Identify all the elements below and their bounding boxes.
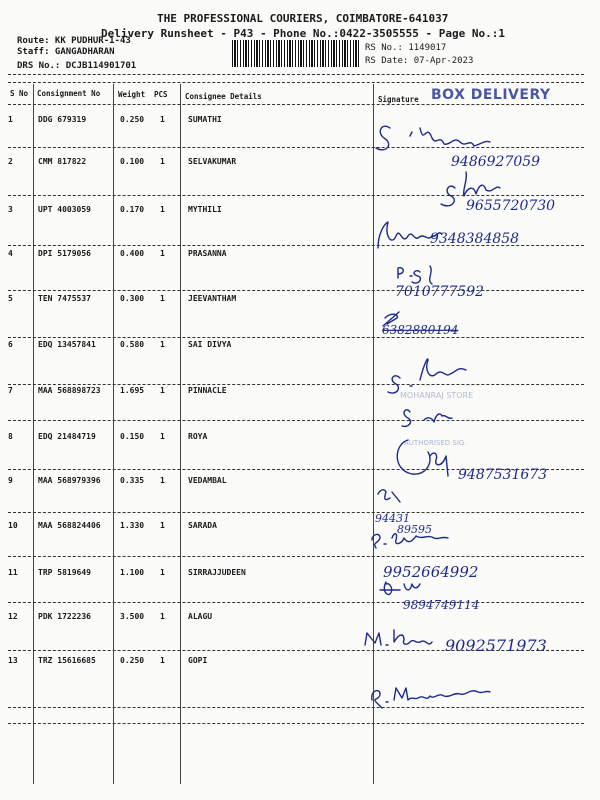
phone-row-2: 9655720730 <box>466 198 556 214</box>
col-weight: Weight <box>118 90 146 99</box>
row-sno: 10 <box>8 521 18 530</box>
row-weight: 0.400 <box>120 249 145 258</box>
row-consignee: SELVAKUMAR <box>188 157 237 166</box>
col-signature: Signature <box>378 95 419 104</box>
row-consignment-no: MAA 568898723 <box>38 386 101 395</box>
phone-row-4: 7010777592 <box>395 284 485 300</box>
row-sno: 1 <box>8 115 13 124</box>
phone-row-3: 9348384858 <box>430 231 520 247</box>
row-sno: 7 <box>8 386 13 395</box>
row-sno: 9 <box>8 476 13 485</box>
row-consignee: JEEVANTHAM <box>188 294 237 303</box>
row-consignee: SAI DIVYA <box>188 340 232 349</box>
phone-row-12: 9092571973 <box>445 636 547 655</box>
rs-date: RS Date: 07-Apr-2023 <box>365 56 474 66</box>
row-pcs: 1 <box>160 656 165 665</box>
row-weight: 0.170 <box>120 205 145 214</box>
row-sno: 5 <box>8 294 13 303</box>
row-consignment-no: DDG 679319 <box>38 115 87 124</box>
staff-label: Staff: GANGADHARAN <box>17 47 115 57</box>
row-sno: 4 <box>8 249 13 258</box>
rs-number: RS No.: 1149017 <box>365 43 447 53</box>
row-pcs: 1 <box>160 386 165 395</box>
row-consignment-no: TRZ 15616685 <box>38 656 96 665</box>
row-consignment-no: EDQ 21484719 <box>38 432 96 441</box>
row-weight: 0.250 <box>120 115 145 124</box>
row-consignment-no: TEN 7475537 <box>38 294 91 303</box>
phone-row-1: 9486927059 <box>451 154 541 170</box>
row-weight: 0.580 <box>120 340 145 349</box>
col-consignee: Consignee Details <box>185 92 262 101</box>
row-pcs: 1 <box>160 205 165 214</box>
row-sno: 2 <box>8 157 13 166</box>
row-consignee: PRASANNA <box>188 249 227 258</box>
phone-row-8: 9487531673 <box>458 467 548 483</box>
row-sno: 8 <box>8 432 13 441</box>
row-sno: 12 <box>8 612 18 621</box>
row-weight: 0.300 <box>120 294 145 303</box>
row-consignee: ROYA <box>188 432 208 441</box>
row-consignee: SUMATHI <box>188 115 222 124</box>
row-weight: 3.500 <box>120 612 145 621</box>
row-consignment-no: MAA 568824406 <box>38 521 101 530</box>
row-sno: 6 <box>8 340 13 349</box>
row-pcs: 1 <box>160 115 165 124</box>
phone-row-9a: 94431 <box>375 512 410 525</box>
row-weight: 0.335 <box>120 476 145 485</box>
phone-row-5: 6382880194 <box>382 323 459 337</box>
row-consignee: ALAGU <box>188 612 213 621</box>
row-pcs: 1 <box>160 521 165 530</box>
row-sno: 3 <box>8 205 13 214</box>
route-label: Route: KK PUDHUR-1-43 <box>17 36 131 46</box>
phone-row-11: 9894749114 <box>403 598 480 612</box>
box-delivery-stamp: BOX DELIVERY <box>431 87 551 103</box>
row-consignment-no: EDQ 13457841 <box>38 340 96 349</box>
row-pcs: 1 <box>160 340 165 349</box>
row-pcs: 1 <box>160 294 165 303</box>
runsheet-title: Delivery Runsheet - P43 - Phone No.:0422-3505555 - Page No.:1 <box>101 27 505 40</box>
col-pcs: PCS <box>154 90 168 99</box>
company-title: THE PROFESSIONAL COURIERS, COIMBATORE-641037 <box>157 12 449 25</box>
row-consignment-no: PDK 1722236 <box>38 612 91 621</box>
col-consignment: Consignment No <box>37 89 101 98</box>
phone-row-9b: 89595 <box>397 523 432 536</box>
row-consignee: GOPI <box>188 656 208 665</box>
faint-stamp: AUTHORISED SIG. <box>404 439 467 447</box>
row-pcs: 1 <box>160 157 165 166</box>
row-consignee: SIRRAJJUDEEN <box>188 568 246 577</box>
row-weight: 1.695 <box>120 386 145 395</box>
row-consignee: PINNACLE <box>188 386 227 395</box>
row-weight: 1.100 <box>120 568 145 577</box>
row-weight: 0.100 <box>120 157 145 166</box>
faint-stamp: MOHANRAJ STORE <box>400 391 474 400</box>
row-consignment-no: MAA 568979396 <box>38 476 101 485</box>
row-pcs: 1 <box>160 612 165 621</box>
row-consignee: SARADA <box>188 521 217 530</box>
row-pcs: 1 <box>160 568 165 577</box>
row-weight: 0.150 <box>120 432 145 441</box>
drs-number: DRS No.: DCJB114901701 <box>17 61 137 71</box>
row-weight: 0.250 <box>120 656 145 665</box>
col-sno: S No <box>10 89 29 98</box>
row-consignment-no: DPI 5179056 <box>38 249 91 258</box>
row-weight: 1.330 <box>120 521 145 530</box>
row-consignment-no: TRP 5819649 <box>38 568 91 577</box>
phone-row-10: 9952664992 <box>383 563 479 581</box>
row-consignee: VEDAMBAL <box>188 476 227 485</box>
row-sno: 11 <box>8 568 18 577</box>
row-consignee: MYTHILI <box>188 205 222 214</box>
row-pcs: 1 <box>160 249 165 258</box>
row-consignment-no: CMM 817822 <box>38 157 87 166</box>
row-pcs: 1 <box>160 476 165 485</box>
row-pcs: 1 <box>160 432 165 441</box>
row-sno: 13 <box>8 656 18 665</box>
row-consignment-no: UPT 4003059 <box>38 205 91 214</box>
